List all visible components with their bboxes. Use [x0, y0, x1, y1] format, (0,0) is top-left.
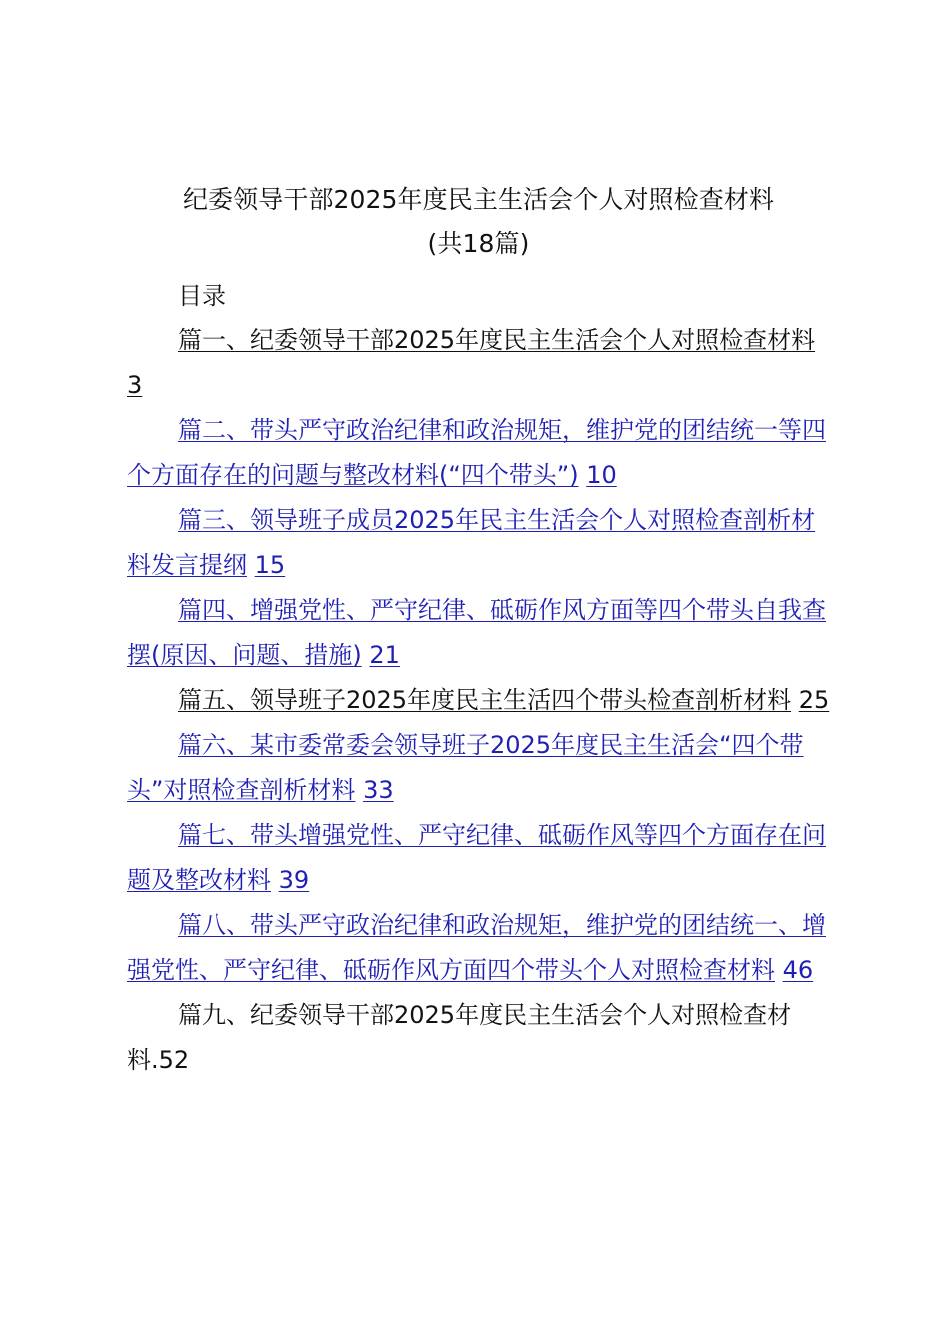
toc-entry-page: 33	[363, 776, 394, 804]
toc-entry-page: 10	[586, 461, 617, 489]
toc-entry-3[interactable]	[127, 498, 830, 588]
toc-entry-page: 39	[278, 866, 310, 894]
toc-entry-title: 篇八、带头严守政治纪律和政治规矩，维护党的团结统一、增强党性、严守纪律、砥砺作风方面四个带头个人对照检查材料	[127, 911, 826, 984]
toc-entry-1[interactable]	[127, 318, 830, 408]
toc-entry-page: 15	[254, 551, 286, 579]
toc-entry-page: 3	[127, 371, 143, 399]
document-title: 纪委领导干部2025年度民主生活会个人对照检查材料	[182, 185, 775, 214]
toc-entry-title: 篇二、带头严守政治纪律和政治规矩，维护党的团结统一等四个方面存在的问题与整改材料(“四个带头”)	[127, 416, 826, 489]
toc-entry-title: 篇六、某市委常委会领导班子2025年度民主生活会“四个带头”对照检查剖析材料	[127, 731, 804, 804]
toc-entry-page: 21	[369, 641, 400, 669]
toc-entry-title: 篇四、增强党性、严守纪律、砥砺作风方面等四个带头自我查摆(原因、问题、措施)	[127, 596, 826, 669]
toc-entry-7[interactable]	[127, 813, 830, 903]
toc-entry-6[interactable]	[127, 723, 830, 813]
toc-entry-8[interactable]	[127, 903, 830, 993]
toc-entry-title: 篇九、纪委领导干部2025年度民主生活会个人对照检查材料.	[127, 1001, 792, 1074]
toc-heading: 目录	[178, 282, 226, 310]
toc-entry-9[interactable]	[127, 993, 830, 1083]
toc-entry-title: 篇五、领导班子2025年度民主生活四个带头检查剖析材料	[178, 686, 792, 714]
toc-entry-2[interactable]	[127, 408, 830, 498]
document-page	[127, 178, 830, 1083]
toc-entry-page: 52	[158, 1046, 190, 1074]
toc-entry-title: 篇一、纪委领导干部2025年度民主生活会个人对照检查材料	[178, 326, 816, 354]
toc-entry-4[interactable]	[127, 588, 830, 678]
toc-entry-page: 25	[798, 686, 830, 714]
toc-entry-title: 篇三、领导班子成员2025年民主生活会个人对照检查剖析材料发言提纲	[127, 506, 816, 579]
toc-entry-5[interactable]	[127, 678, 830, 723]
toc-entry-title: 篇七、带头增强党性、严守纪律、砥砺作风等四个方面存在问题及整改材料	[127, 821, 826, 894]
toc-entry-page: 46	[782, 956, 814, 984]
document-subtitle: (共18篇)	[427, 229, 530, 258]
